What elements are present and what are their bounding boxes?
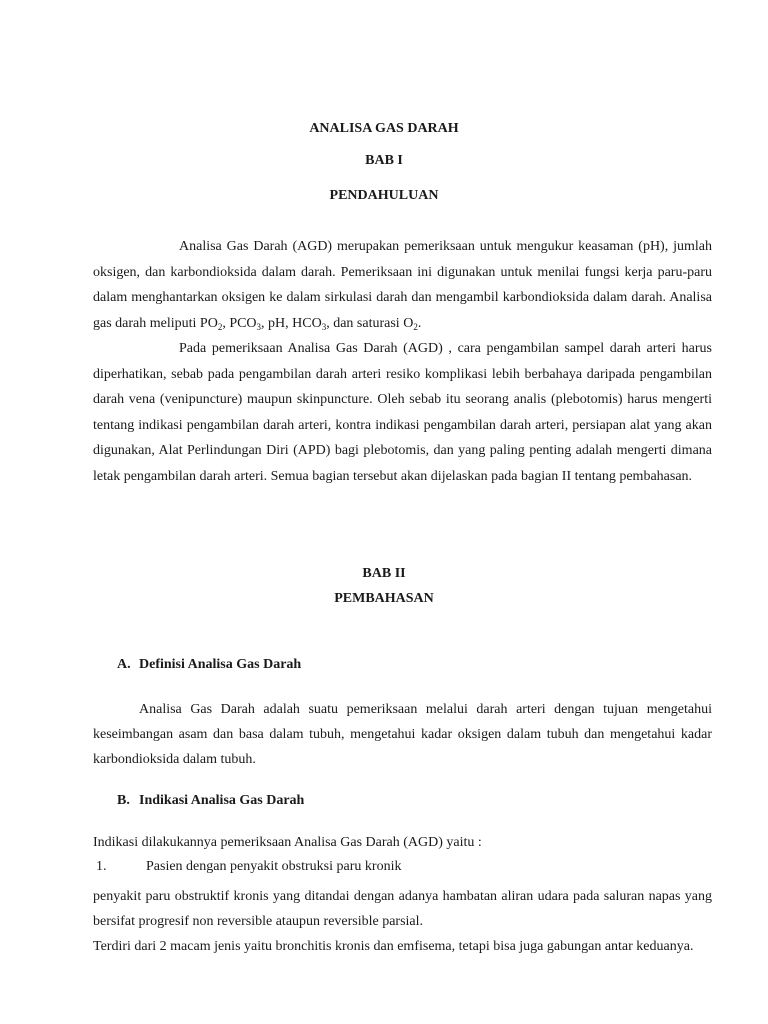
section-a-heading: A. Definisi Analisa Gas Darah — [117, 657, 302, 672]
document-title: ANALISA GAS DARAH — [309, 121, 459, 136]
intro-paragraph-1: Analisa Gas Darah (AGD) merupakan pemeriksaan untuk mengukur keasaman (pH), jumlah oksigen, dan karbondioksida dalam darah. Pemeriksaan ini digunakan untuk menilai fungsi kerja paru-paru dalam menghantarkan oksigen ke dalam sirkulasi darah dan mengambil karbondioksida dalam darah. Analisa gas darah meliputi $PO_2$, $PCO_3$, pH, $HCO_3$, dan saturasi $O_2$. — [93, 239, 712, 332]
chapter-2-title: PEMBAHASAN — [334, 591, 434, 606]
chapter-2-label: BAB II — [362, 566, 406, 581]
definition-paragraph: Analisa Gas Darah adalah suatu pemeriksaan melalui darah arteri dengan tujuan mengetahui keseimbangan asam dan basa dalam tubuh, mengetahui kadar oksigen dalam tubuh dan mengetahui kadar karbondioksida dalam tubuh. — [93, 702, 712, 767]
list-item-number: 1. — [96, 859, 107, 874]
list-item-text: Pasien dengan penyakit obstruksi paru kronik — [146, 859, 402, 874]
chapter-1-label: BAB I — [365, 153, 403, 168]
copd-types: Terdiri dari 2 macam jenis yaitu bronchitis kronis dan emfisema, tetapi bisa juga gabungan antar keduanya. — [93, 939, 694, 954]
list-item — [93, 859, 712, 875]
chapter-1-title: PENDAHULUAN — [329, 188, 439, 203]
indication-intro: Indikasi dilakukannya pemeriksaan Analisa Gas Darah (AGD) yaitu : — [93, 835, 482, 850]
copd-description: penyakit paru obstruktif kronis yang ditandai dengan adanya hambatan aliran udara pada saluran napas yang bersifat progresif non reversible ataupun reversible parsial. — [93, 889, 712, 929]
section-b-heading: B. Indikasi Analisa Gas Darah — [117, 793, 305, 808]
intro-paragraph-2: Pada pemeriksaan Analisa Gas Darah (AGD) , cara pengambilan sampel darah arteri harus diperhatikan, sebab pada pengambilan darah arteri resiko komplikasi lebih berbahaya daripada pengambilan darah vena (venipuncture) maupun skinpuncture. Oleh sebab itu seorang analis (plebotomis) harus mengerti tentang indikasi pengambilan darah arteri, kontra indikasi pengambilan darah arteri, persiapan alat yang akan digunakan, Alat Perlindungan Diri (APD) bagi plebotomis, dan yang paling penting adalah mengerti dimana letak pengambilan darah arteri. Semua bagian tersebut akan dijelaskan pada bagian II tentang pembahasan. — [93, 341, 712, 484]
